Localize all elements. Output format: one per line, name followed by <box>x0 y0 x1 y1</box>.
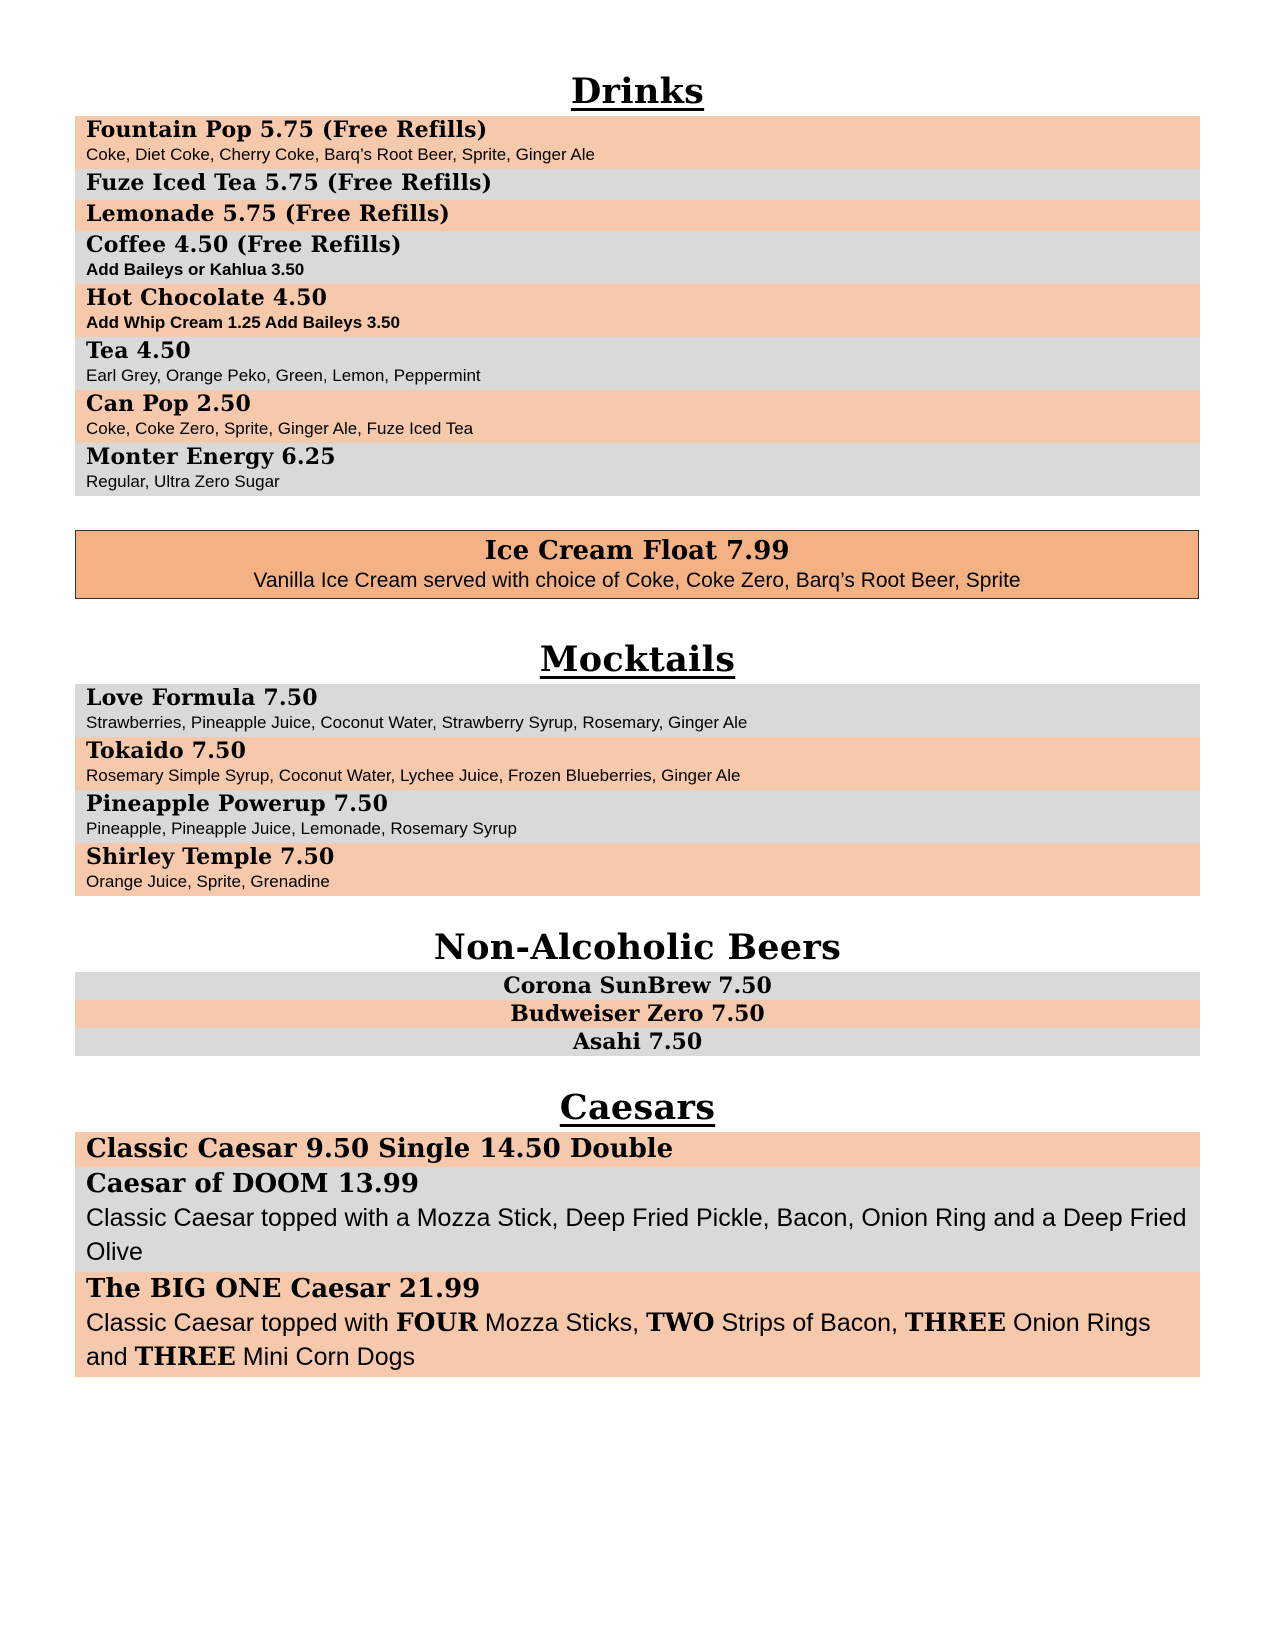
item-desc: Classic Caesar topped with a Mozza Stick, Deep Fried Pickle, Bacon, Onion Ring and a Deep Fried Olive <box>86 1204 1187 1266</box>
item-desc: Add Whip Cream 1.25 Add Baileys 3.50 <box>86 313 400 332</box>
float-desc: Vanilla Ice Cream served with choice of Coke, Coke Zero, Barq’s Root Beer, Sprite <box>253 569 1021 592</box>
item-name: Monter Energy 6.25 <box>86 444 336 470</box>
item-desc: Strawberries, Pineapple Juice, Coconut Water, Strawberry Syrup, Rosemary, Ginger Ale <box>86 713 748 732</box>
item-name: Lemonade 5.75 (Free Refills) <box>86 201 451 227</box>
caesars-list <box>75 1132 1200 1377</box>
item-name: Pineapple Powerup 7.50 <box>86 791 389 817</box>
mocktails-title: Mocktails <box>539 639 736 680</box>
menu-item <box>75 684 1200 737</box>
menu-item <box>75 1167 1200 1272</box>
item-desc: Rosemary Simple Syrup, Coconut Water, Lychee Juice, Frozen Blueberries, Ginger Ale <box>86 766 741 785</box>
mocktails-section <box>75 640 1200 680</box>
caesars-section <box>75 1088 1200 1128</box>
menu-item <box>75 284 1200 337</box>
item-name: Caesar of DOOM 13.99 <box>86 1169 419 1199</box>
menu-item <box>75 116 1200 169</box>
beer-item: Budweiser Zero 7.50 <box>75 1000 1200 1028</box>
beer-item: Asahi 7.50 <box>75 1028 1200 1056</box>
item-name: Coffee 4.50 (Free Refills) <box>86 232 402 258</box>
item-desc: Coke, Coke Zero, Sprite, Ginger Ale, Fuze Iced Tea <box>86 419 474 438</box>
item-name: Tokaido 7.50 <box>86 738 247 764</box>
drinks-list <box>75 116 1200 496</box>
item-name: Hot Chocolate 4.50 <box>86 285 328 311</box>
item-desc: Add Baileys or Kahlua 3.50 <box>86 260 305 279</box>
beers-title: Non-Alcoholic Beers <box>433 927 842 968</box>
item-name: Shirley Temple 7.50 <box>86 844 335 870</box>
menu-item <box>75 337 1200 390</box>
drinks-section <box>75 72 1200 112</box>
menu-item <box>75 1132 1200 1167</box>
beers-section <box>75 928 1200 968</box>
item-name: Tea 4.50 <box>86 338 191 364</box>
item-name: Fuze Iced Tea 5.75 (Free Refills) <box>86 170 493 196</box>
menu-item <box>75 737 1200 790</box>
item-name: The BIG ONE Caesar 21.99 <box>86 1274 481 1304</box>
menu-item <box>75 231 1200 284</box>
float-name: Ice Cream Float 7.99 <box>484 536 790 566</box>
beers-list <box>75 972 1200 1056</box>
menu-item <box>75 200 1200 231</box>
item-desc: Coke, Diet Coke, Cherry Coke, Barq’s Root Beer, Sprite, Ginger Ale <box>86 145 595 164</box>
item-desc: Regular, Ultra Zero Sugar <box>86 472 280 491</box>
beer-item: Corona SunBrew 7.50 <box>75 972 1200 1000</box>
item-desc: Orange Juice, Sprite, Grenadine <box>86 872 330 891</box>
item-name: Can Pop 2.50 <box>86 391 252 417</box>
menu-item <box>75 1272 1200 1377</box>
menu-item <box>75 390 1200 443</box>
menu-item <box>75 790 1200 843</box>
item-name: Fountain Pop 5.75 (Free Refills) <box>86 117 488 143</box>
item-desc: Earl Grey, Orange Peko, Green, Lemon, Peppermint <box>86 366 481 385</box>
menu-item <box>75 443 1200 496</box>
item-name: Love Formula 7.50 <box>86 685 318 711</box>
menu-item <box>75 169 1200 200</box>
drinks-title: Drinks <box>570 71 705 112</box>
caesars-title: Caesars <box>559 1087 716 1128</box>
mocktails-list <box>75 684 1200 896</box>
item-desc: Pineapple, Pineapple Juice, Lemonade, Rosemary Syrup <box>86 819 517 838</box>
item-name: Classic Caesar 9.50 Single 14.50 Double <box>86 1134 674 1164</box>
ice-cream-float-box <box>75 530 1199 599</box>
item-desc: Classic Caesar topped with FOUR Mozza Sticks, TWO Strips of Bacon, THREE Onion Rings and THREE Mini Corn Dogs <box>86 1308 1151 1371</box>
menu-item <box>75 843 1200 896</box>
